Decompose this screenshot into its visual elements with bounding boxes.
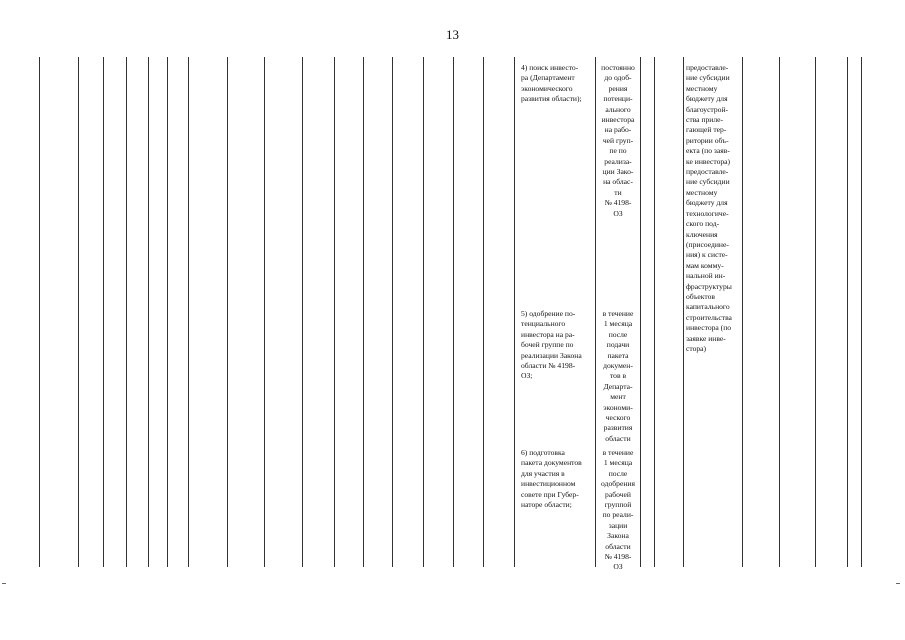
column-divider [363, 57, 364, 567]
column-divider [423, 57, 424, 567]
column-divider [861, 57, 862, 567]
column-divider [815, 57, 816, 567]
column-divider [103, 57, 104, 567]
column-divider [227, 57, 228, 567]
column-divider [264, 57, 265, 567]
column-divider [514, 57, 515, 567]
column-divider [453, 57, 454, 567]
column-divider [126, 57, 127, 567]
column-divider [39, 57, 40, 567]
activity-cell: 5) одобрение по- тенциального инвестора на ра- бочей группе по реализации Закона области № 4198- ОЗ; [521, 309, 582, 381]
column-divider [742, 57, 743, 567]
activity-cell: 6) подготовка пакета документов для участия в инвестиционном совете при Губер- наторе области; [521, 448, 582, 510]
column-divider [334, 57, 335, 567]
column-divider [779, 57, 780, 567]
scan-mark [2, 583, 6, 584]
column-divider [188, 57, 189, 567]
support-measures-cell: предоставле- ние субсидии местному бюджету для благоустрой- ства приле- гающей тер- ритории объ- екта (по заяв- ке инвестора) предоставле- ние субсидии местному бюджету для технологиче- ского под- ключения (присоедине- ния) к систе- мам комму- нальной ин- фраструктуры объектов капитального строительства инвестора (по заявке инве- стора) [686, 63, 732, 353]
term-cell: в течение 1 месяца после одобрения рабочей группой по реали- зации Закона области № 4198- ОЗ [601, 448, 635, 572]
column-divider [302, 57, 303, 567]
term-cell: в течение 1 месяца после подачи пакета докумен- тов в Департа- мент экономи- ческого развития области [602, 309, 634, 443]
column-divider [148, 57, 149, 567]
scan-mark [896, 583, 900, 584]
column-divider [78, 57, 79, 567]
column-divider [847, 57, 848, 567]
column-divider [167, 57, 168, 567]
column-divider [683, 57, 684, 567]
term-cell: постоянно до одоб- рения потенци- ального инвестора на рабо- чей груп- пе по реализа- ции Зако- на облас- ти № 4198- ОЗ [601, 63, 635, 218]
page-number: 13 [446, 27, 459, 42]
column-divider [392, 57, 393, 567]
column-divider [595, 57, 596, 567]
activity-cell: 4) поиск инвесто- ра (Департамент экономического развития области); [521, 63, 582, 104]
column-divider [640, 57, 641, 567]
column-divider [483, 57, 484, 567]
column-divider [654, 57, 655, 567]
